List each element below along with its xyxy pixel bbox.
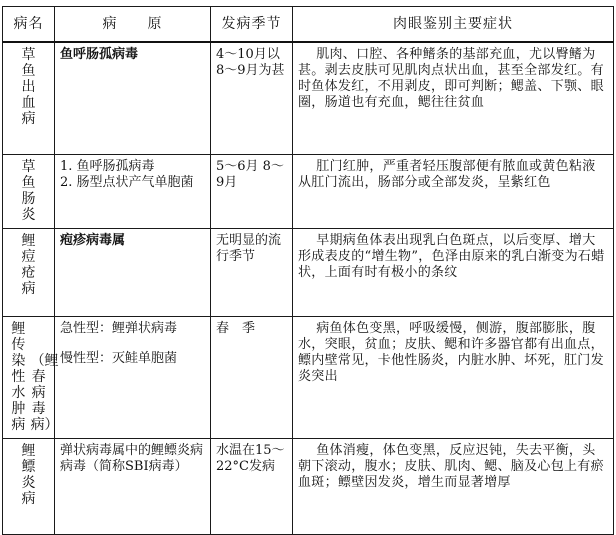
pathogen-line: 慢性型：灭鲑单胞菌 <box>60 350 178 366</box>
disease-name-cell <box>3 42 55 154</box>
symptom-cell: 早期病鱼体表出现乳白色斑点，以后变厚、增大形成表皮的“增生物”，色泽由原来的乳白渐变为石蜡状，上面有时有极小的条纹 <box>293 228 614 316</box>
disease-name-cell <box>3 228 55 316</box>
table-row <box>3 316 614 438</box>
pathogen-cell <box>55 42 211 154</box>
season-cell: 水温在15～22°C发病 <box>211 438 293 534</box>
disease-name-cell <box>3 438 55 534</box>
header-row <box>3 7 614 43</box>
table-row <box>3 42 614 154</box>
header-symptoms: 肉眼鉴别主要症状 <box>293 7 614 43</box>
header-pathogen: 病 原 <box>55 7 211 43</box>
pathogen-line: 鱼呼肠孤病毒 <box>60 47 139 62</box>
pathogen-line: 1. 鱼呼肠孤病毒 <box>60 158 155 174</box>
season-cell: 4～10月以8～9月为甚 <box>211 42 293 154</box>
table-row <box>3 228 614 316</box>
disease-name-note: （鲤春病毒病） <box>30 352 59 433</box>
season-cell: 春 季 <box>211 316 293 438</box>
disease-name: 鲤痘疮病 <box>21 232 36 297</box>
symptom-cell: 肛门红肿，严重者轻压腹部便有脓血或黄色粘液从肛门流出，肠部分或全部发炎，呈紫红色 <box>293 154 614 228</box>
table-row <box>3 154 614 228</box>
header-name: 病名 <box>3 7 55 43</box>
pathogen-line: 急性型：鲤弹状病毒 <box>60 320 178 336</box>
disease-name-cell <box>3 154 55 228</box>
pathogen-cell <box>55 438 211 534</box>
pathogen-cell <box>55 154 211 228</box>
season-cell: 5～6月 8～9月 <box>211 154 293 228</box>
pathogen-line: 疱疹病毒属 <box>60 232 126 248</box>
header-season: 发病季节 <box>211 7 293 43</box>
disease-name: 鲤鳔炎病 <box>21 442 36 507</box>
table-row <box>3 438 614 534</box>
disease-name: 草鱼出血病 <box>21 47 36 127</box>
pathogen-cell <box>55 316 211 438</box>
season-cell: 无明显的流行季节 <box>211 228 293 316</box>
disease-name-cell <box>3 316 59 438</box>
pathogen-line: 弹状病毒属中的鲤鳔炎病病毒（简称SBI病毒） <box>60 442 204 474</box>
pathogen-line: 2. 肠型点状产气单胞菌 <box>60 174 194 190</box>
symptom-cell: 病鱼体色变黑，呼吸缓慢，侧游，腹部膨胀，腹水，突眼，贫血；皮肤、鳃和许多器官都有出血点，鳔内壁常见，卡他性肠炎，内脏水肿、坏死，肛门发炎突出 <box>293 316 614 438</box>
pathogen-cell <box>55 228 211 316</box>
disease-name: 草鱼肠炎 <box>21 158 36 223</box>
symptom-cell: 肌肉、口腔、各种鳍条的基部充血，尤以臀鳍为甚。剥去皮肤可见肌肉点状出血，甚至全部发红。有时鱼体发红，不用剥皮，即可判断；鳃盖、下颚、眼圈，肠道也有充血，鳃往往贫血 <box>293 42 614 154</box>
disease-name: 鲤传染性水肿病 <box>11 320 26 433</box>
symptom-cell: 鱼体消瘦，体色变黑，反应迟钝，失去平衡，头朝下滚动，腹水；皮肤、肌肉、鳃、脑及心包上有瘀血斑；鳔壁因发炎，增生而显著增厚 <box>293 438 614 534</box>
fish-disease-table <box>2 6 614 535</box>
